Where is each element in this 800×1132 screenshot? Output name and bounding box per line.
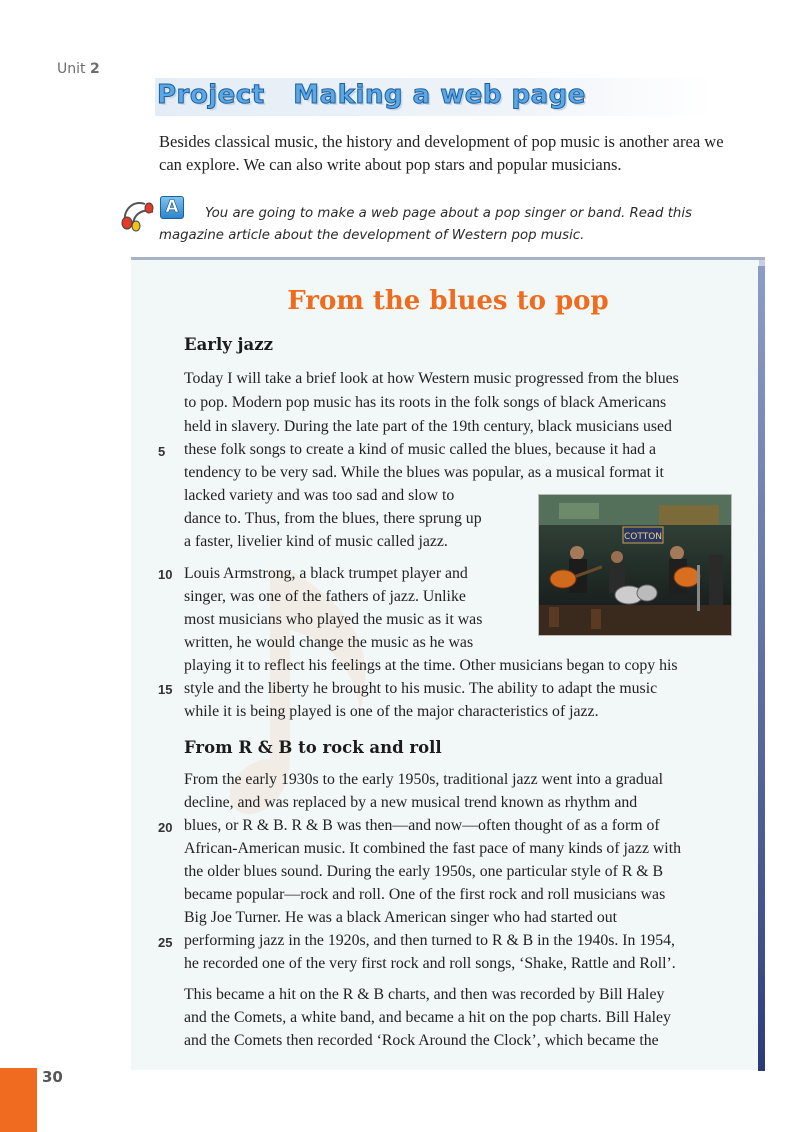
article-title: From the blues to pop	[287, 286, 609, 316]
line-number: 25	[158, 935, 173, 950]
line-number: 15	[158, 682, 173, 697]
article-line: he recorded one of the very first rock and roll songs, ‘Shake, Rattle and Roll’.	[184, 955, 676, 972]
title-project: Project	[157, 80, 265, 110]
line-number: 10	[158, 567, 173, 582]
article-line: these folk songs to create a kind of music called the blues, because it had a	[184, 441, 656, 458]
jazz-band-photo	[538, 494, 732, 636]
article-line: singer, was one of the fathers of jazz. Unlike	[184, 588, 466, 605]
article-line: became popular—rock and roll. One of the first rock and roll musicians was	[184, 886, 666, 903]
intro-paragraph: Besides classical music, the history and development of pop music is another area we can explore. We can also write about pop stars and popular musicians.	[159, 132, 724, 174]
article-line: to pop. Modern pop music has its roots in the folk songs of black Americans	[184, 394, 667, 411]
page-title	[157, 80, 586, 110]
unit-number: 2	[89, 61, 100, 77]
article-line: dance to. Thus, from the blues, there sprung up	[184, 510, 482, 527]
headphones-icon	[119, 196, 161, 232]
article-line: performing jazz in the 1920s, and then turned to R & B in the 1940s. In 1954,	[184, 932, 675, 949]
article-line: Big Joe Turner. He was a black American singer who had started out	[184, 909, 618, 926]
line-number: 20	[158, 820, 173, 835]
article-line: playing it to reflect his feelings at the time. Other musicians began to copy his	[184, 657, 678, 674]
article-line: and the Comets, a white band, and became a hit on the pop charts. Bill Haley	[184, 1009, 671, 1026]
article-line: Louis Armstrong, a black trumpet player and	[184, 565, 468, 582]
section-heading-rnb: From R & B to rock and roll	[184, 738, 442, 757]
unit-text: Unit	[57, 61, 86, 77]
page-number: 30	[42, 1068, 63, 1086]
article-line: lacked variety and was too sad and slow to	[184, 487, 455, 504]
article-line: held in slavery. During the late part of the 19th century, black musicians used	[184, 418, 672, 435]
article-line: while it is being played is one of the major characteristics of jazz.	[184, 703, 599, 720]
unit-label	[57, 61, 100, 77]
article-line: Today I will take a brief look at how Western music progressed from the blues	[184, 370, 679, 387]
article-line: This became a hit on the R & B charts, and then was recorded by Bill Haley	[184, 986, 665, 1003]
article-line: tendency to be very sad. While the blues was popular, as a musical format it	[184, 464, 664, 481]
article-line: written, he would change the music as he was	[184, 634, 474, 651]
article-line: From the early 1930s to the early 1950s, traditional jazz went into a gradual	[184, 771, 664, 788]
page-corner-tab	[0, 1068, 37, 1132]
title-main: Making a web page	[293, 80, 586, 110]
article-line: a faster, livelier kind of music called jazz.	[184, 533, 448, 550]
task-instruction: You are going to make a web page about a pop singer or band. Read this magazine article about the development of Western pop music.	[159, 206, 692, 243]
article-page-edge	[758, 266, 765, 1071]
article-line: blues, or R & B. R & B was then—and now—often thought of as a form of	[184, 817, 660, 834]
task-badge: A	[160, 196, 184, 219]
line-number: 5	[158, 444, 166, 459]
article-line: style and the liberty he brought to his music. The ability to adapt the music	[184, 680, 658, 697]
article-line: decline, and was replaced by a new musical trend known as rhythm and	[184, 794, 638, 811]
section-heading-early-jazz: Early jazz	[184, 335, 273, 354]
article-line: and the Comets then recorded ‘Rock Around the Clock’, which became the	[184, 1032, 659, 1049]
article-line: African-American music. It combined the fast pace of many kinds of jazz with	[184, 840, 681, 857]
article-line: the older blues sound. During the early 1950s, one particular style of R & B	[184, 863, 664, 880]
article-line: most musicians who played the music as it was	[184, 611, 483, 628]
photo-sign-text: COTTON	[623, 532, 663, 542]
